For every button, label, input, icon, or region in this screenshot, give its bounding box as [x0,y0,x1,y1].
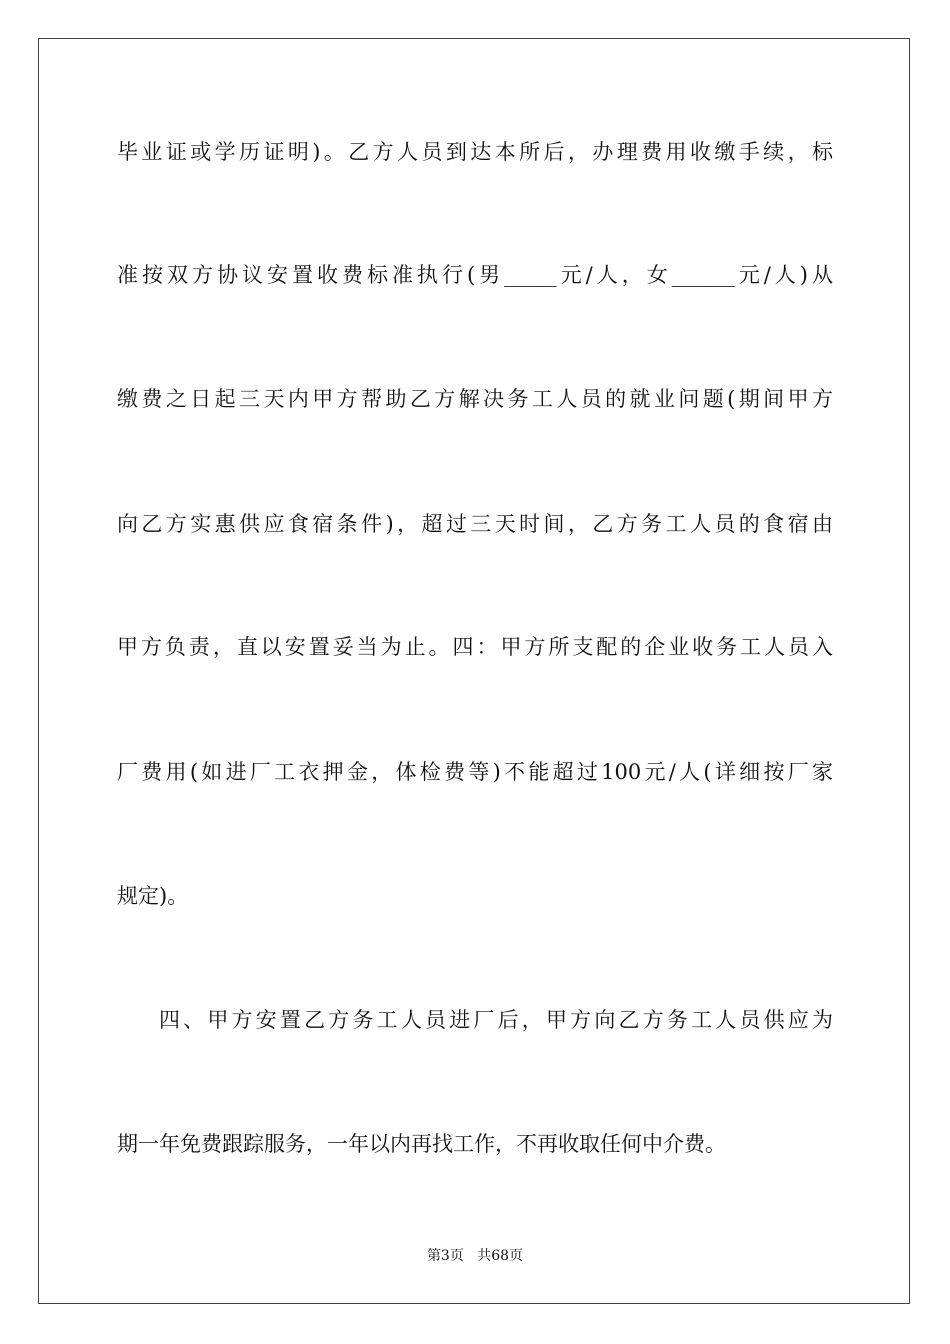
page-total: 共68页 [477,1248,524,1264]
body-line-4: 向乙方实惠供应食宿条件)，超过三天时间，乙方务工人员的食宿由 [117,512,833,536]
body-line-2: 准按双方协议安置收费标准执行(男_____元/人，女______元/人)从 [117,263,833,287]
body-line-1: 毕业证或学历证明)。乙方人员到达本所后，办理费用收缴手续，标 [117,140,833,164]
page-border [38,38,910,1304]
body-line-5: 甲方负责，直以安置妥当为止。四：甲方所支配的企业收务工人员入 [117,635,833,659]
body-line-3: 缴费之日起三天内甲方帮助乙方解决务工人员的就业问题(期间甲方 [117,387,833,411]
body-line-6: 厂费用(如进厂工衣押金，体检费等)不能超过100元/人(详细按厂家 [117,760,833,784]
body-line-7: 规定)。 [117,884,189,908]
page-number: 第3页 [426,1248,464,1264]
body-line-8: 四、甲方安置乙方务工人员进厂后，甲方向乙方务工人员供应为 [159,1008,833,1032]
page-footer [0,1246,950,1266]
body-line-9: 期一年免费跟踪服务，一年以内再找工作，不再收取任何中介费。 [117,1132,726,1156]
